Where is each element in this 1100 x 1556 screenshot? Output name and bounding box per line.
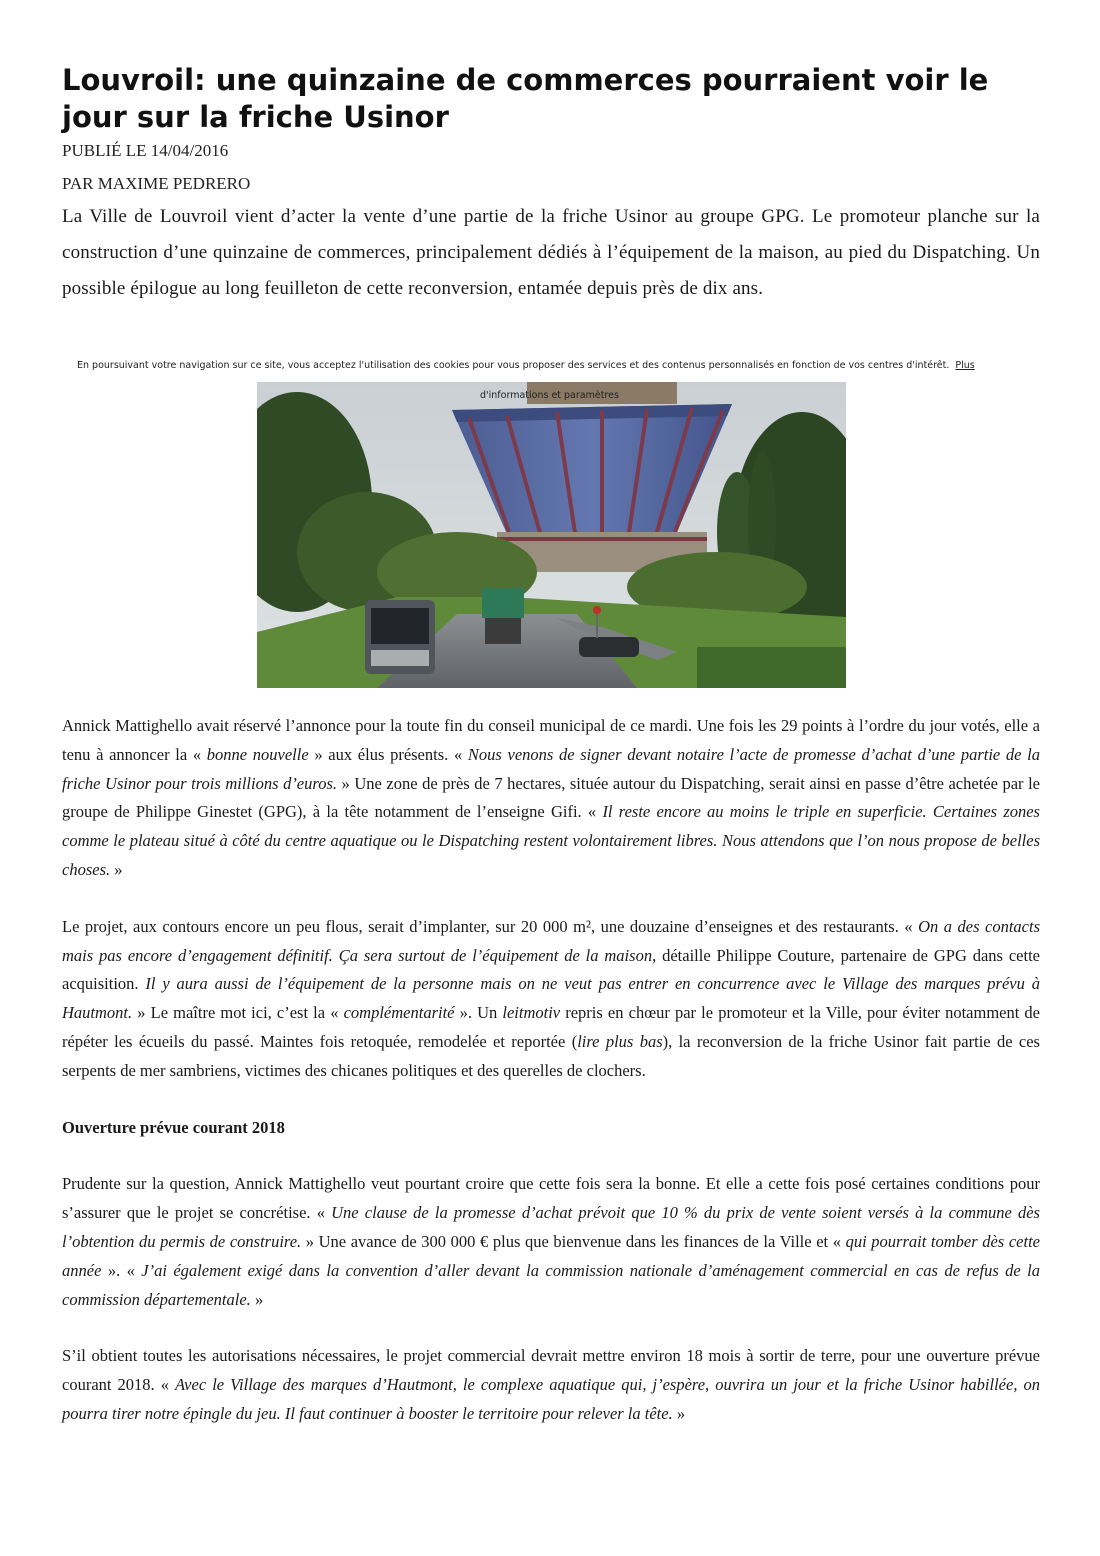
cookie-banner-text: En poursuivant votre navigation sur ce site, vous acceptez l'utilisation des cookies pour vous proposer des services et des contenus personnalisés en fonction de vos centres d'intérêt. xyxy=(77,360,950,371)
paragraph-2: Le projet, aux contours encore un peu flous, serait d’implanter, sur 20 000 m², une douzaine d’enseignes et des restaurants. « On a des contacts mais pas encore d’engagement définitif. Ça sera surtout de l’équipement de la maison, détaille Philippe Couture, partenaire de GPG dans cette acquisition. Il y aura aussi de l’équipement de la personne mais on ne veut pas entrer en concurrence avec le Village des marques prévu à Hautmont. » Le maître mot ici, c’est la « complémentarité ». Un leitmotiv repris en chœur par le promoteur et la Ville, pour éviter notamment de répéter les écueils du passé. Maintes fois retoquée, remodelée et reportée (lire plus bas), la reconversion de la friche Usinor fait partie de ces serpents de mer sambriens, victimes des chicanes politiques et des querelles de clochers. xyxy=(62,916,1041,1080)
cookie-more-link[interactable]: Plus xyxy=(955,360,975,371)
publication-date: PUBLIÉ LE 14/04/2016 xyxy=(62,141,229,160)
quote-text: On a des contacts mais pas encore d’engagement définitif. Ça sera surtout de l’équipement de la maison xyxy=(62,916,1040,965)
quote-text: bonne nouvelle xyxy=(206,744,309,764)
article-body xyxy=(62,712,1040,1457)
quote-text: qui pourrait tomber dès cette année xyxy=(62,1231,1040,1280)
article-author: PAR MAXIME PEDRERO xyxy=(62,174,251,193)
paragraph-3: Prudente sur la question, Annick Mattighello veut pourtant croire que cette fois sera la bonne. Et elle a cette fois posé certaines conditions pour s’assurer que le projet se concrétise. « Une clause de la promesse d’achat prévoit que 10 % du prix de vente soient versés à la commune dès l’obtention du permis de construire. » Une avance de 300 000 € plus que bienvenue dans les finances de la Ville et « qui pourrait tomber dès cette année ». « J’ai également exigé dans la convention d’aller devant la commission nationale d’aménagement commercial en cas de refus de la commission départementale. » xyxy=(62,1174,1040,1309)
cookie-banner xyxy=(77,360,1037,371)
quote-text: Il y aura aussi de l’équipement de la personne mais on ne veut pas entrer en concurrence avec le Village des marques prévu à Hautmont. xyxy=(62,974,1040,1023)
paragraph-4: S’il obtient toutes les autorisations nécessaires, le projet commercial devrait mettre environ 18 mois à sortir de terre, pour une ouverture prévue courant 2018. « Avec le Village des marques d’Hautmont, le complexe aquatique qui, j’espère, ouvrira un jour et la friche Usinor habillée, on pourra tirer notre épingle du jeu. Il faut continuer à booster le territoire pour relever la tête. » xyxy=(62,1346,1040,1423)
paragraph-1: Annick Mattighello avait réservé l’annonce pour la toute fin du conseil municipal de ce mardi. Une fois les 29 points à l’ordre du jour votés, elle a tenu à annoncer la « bonne nouvelle » aux élus présents. « Nous venons de signer devant notaire l’acte de promesse d’achat d’une partie de la friche Usinor pour trois millions d’euros. » Une zone de près de 7 hectares, située autour du Dispatching, serait ainsi en passe d’être achetée par le groupe de Philippe Ginestet (GPG), à la tête notamment de l’enseigne Gifi. « Il reste encore au moins le triple en superficie. Certaines zones comme le plateau situé à côté du centre aquatique ou le Dispatching restent volontairement libres. Nous attendons que l’on nous propose de belles choses. » xyxy=(62,716,1041,879)
quote-text: Avec le Village des marques d’Hautmont, le complexe aquatique qui, j’espère, ouvrira un jour et la friche Usinor habillée, on pourra tirer notre épingle du jeu. Il faut continuer à booster le territoire pour relever la tête. xyxy=(62,1375,1040,1423)
water-tower-road-photo xyxy=(257,382,846,688)
section-subhead: Ouverture prévue courant 2018 xyxy=(62,1117,285,1137)
quote-text: Une clause de la promesse d’achat prévoit que 10 % du prix de vente soient versés à la commune dès l’obtention du permis de construire. xyxy=(62,1203,1040,1251)
quote-text: complémentarité xyxy=(343,1003,455,1023)
quote-text: Il reste encore au moins le triple en superficie. Certaines zones comme le plateau situé à côté du centre aquatique ou le Dispatching restent volontairement libres. Nous attendons que l’on nous propose de belles choses. xyxy=(62,802,1040,879)
quote-text: leitmotiv xyxy=(502,1003,561,1023)
quote-text: Nous venons de signer devant notaire l’acte de promesse d’achat d’une partie de la friche Usinor pour trois millions d’euros. xyxy=(62,744,1041,793)
cookie-more-tail: d'informations et paramètres xyxy=(480,390,619,401)
article-photo xyxy=(257,382,846,688)
article-lede: La Ville de Louvroil vient d’acter la vente d’une partie de la friche Usinor au groupe GPG. Le promoteur planche sur la construction d’une quinzaine de commerces, principalement dédiés à l’équipement de la maison, au pied du Dispatching. Un possible épilogue au long feuilleton de cette reconversion, entamée depuis près de dix ans. xyxy=(62,206,1040,299)
article-title: Louvroil: une quinzaine de commerces pourraient voir le jour sur la friche Usinor xyxy=(62,63,989,134)
quote-text: lire plus bas xyxy=(577,1031,663,1051)
quote-text: J’ai également exigé dans la convention d’aller devant la commission nationale d’aménagement commercial en cas de refus de la commission départementale. xyxy=(62,1260,1040,1309)
article-header xyxy=(62,62,1040,307)
